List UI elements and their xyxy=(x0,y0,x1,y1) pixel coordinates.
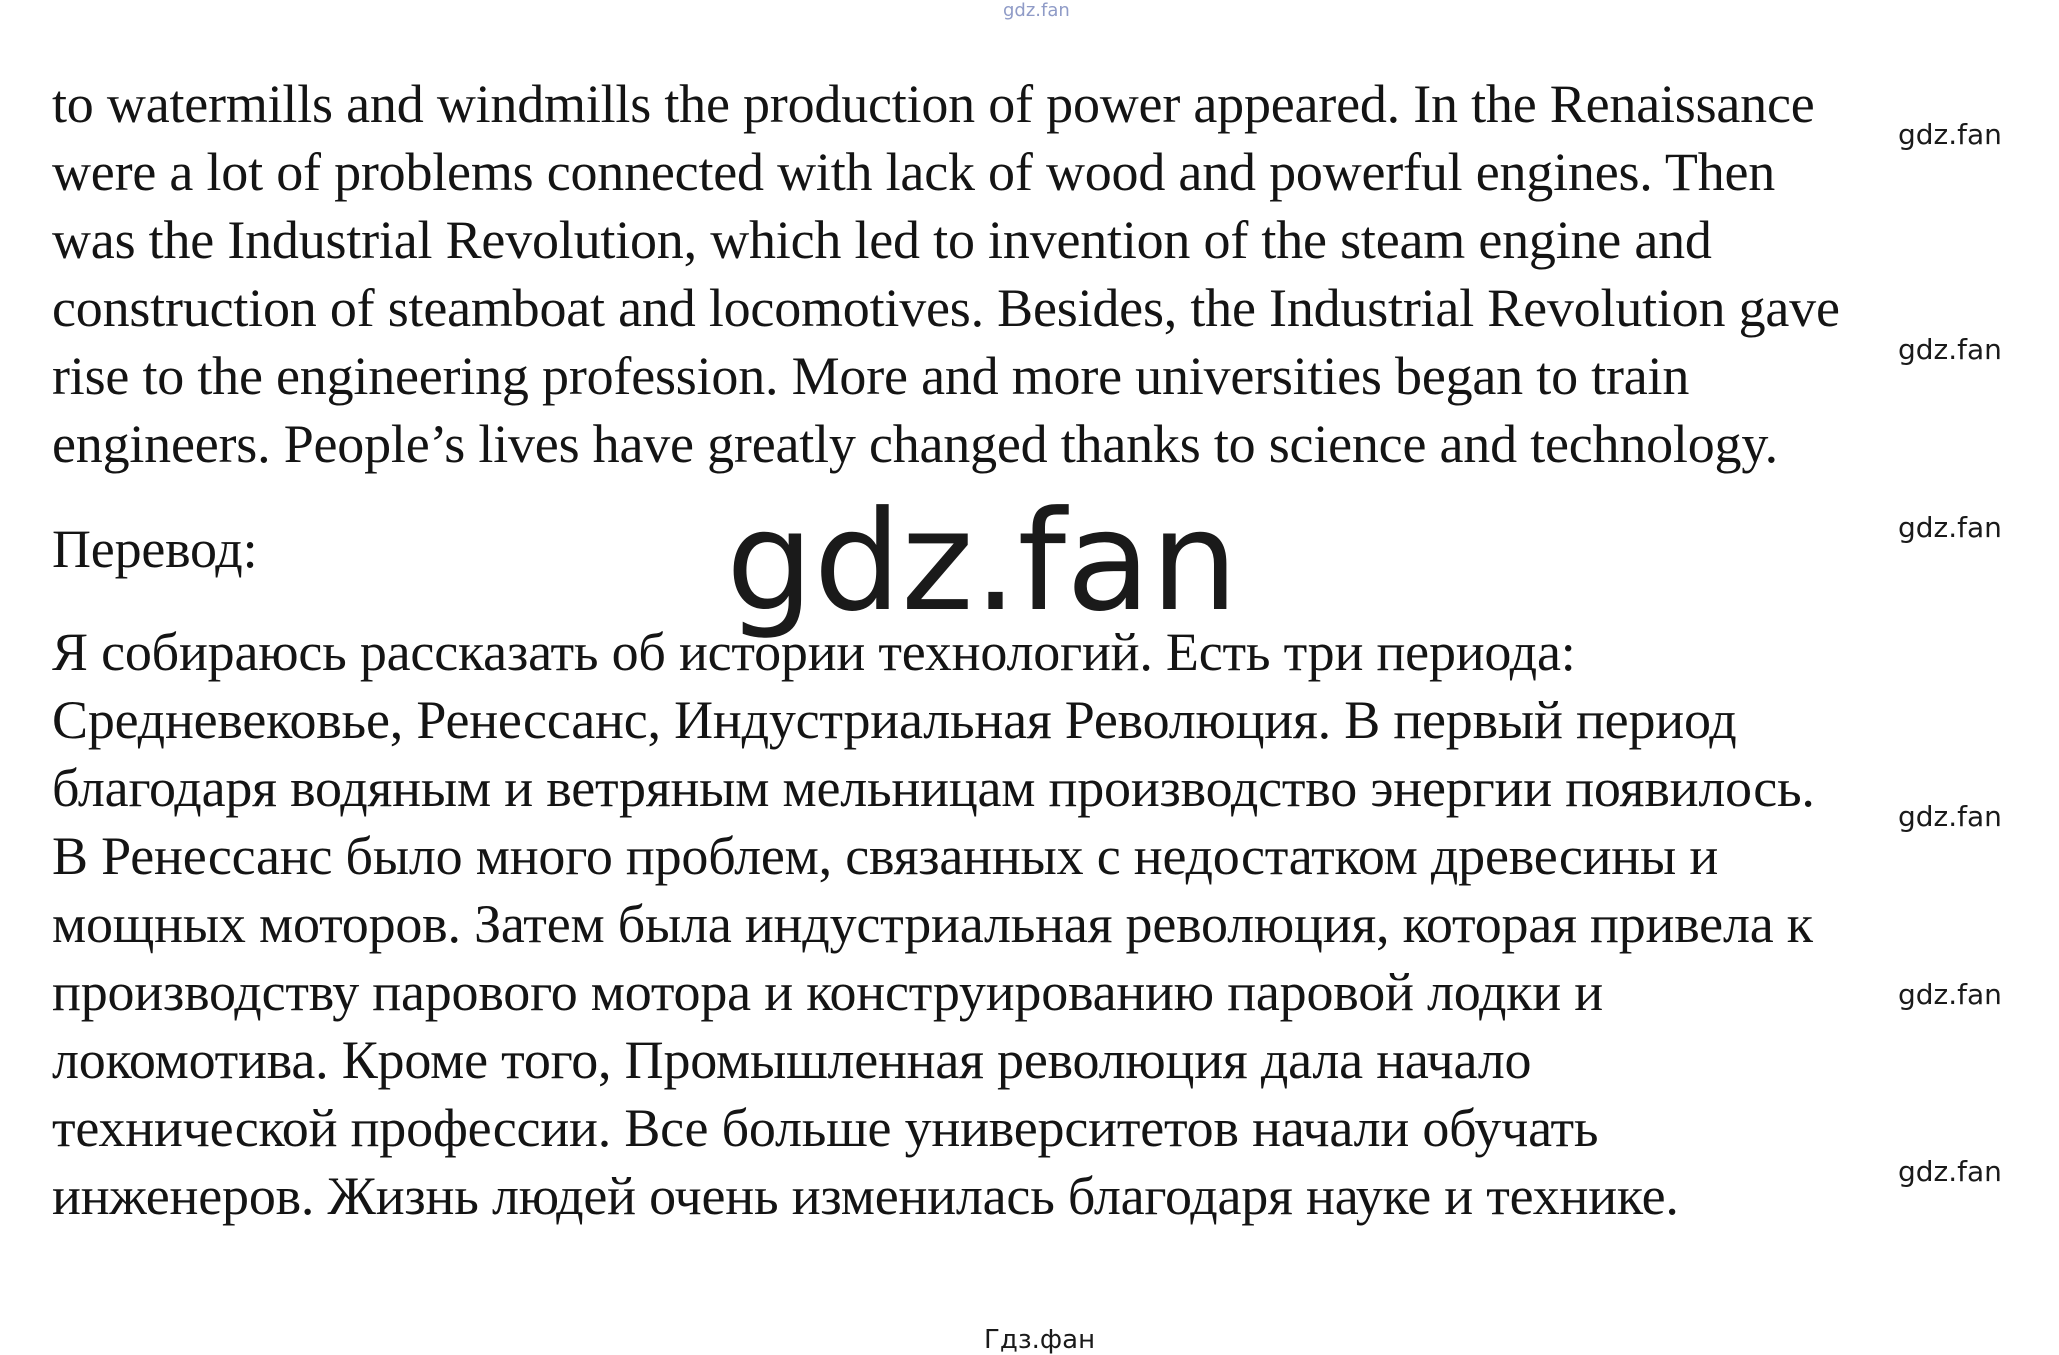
watermark-side: gdz.fan xyxy=(1898,118,2002,151)
watermark-bottom: Гдз.фан xyxy=(984,1325,1096,1355)
text-line: производству парового мотора и конструированию паровой лодки и xyxy=(52,962,1603,1022)
text-line: локомотива. Кроме того, Промышленная революция дала начало xyxy=(52,1030,1532,1090)
watermark-large: gdz.fan xyxy=(726,481,1239,642)
text-line: В Ренессанс было много проблем, связанных с недостатком древесины и xyxy=(52,826,1719,886)
text-line: технической профессии. Все больше университетов начали обучать xyxy=(52,1098,1599,1158)
watermark-side: gdz.fan xyxy=(1898,511,2002,544)
text-line: to watermills and windmills the production of power appeared. In the Renaissance xyxy=(52,74,1815,134)
text-line: мощных моторов. Затем была индустриальная революция, которая привела к xyxy=(52,894,1813,954)
text-line: инженеров. Жизнь людей очень изменилась благодаря науке и технике. xyxy=(52,1166,1679,1226)
heading-text: Перевод: xyxy=(52,519,258,579)
translation-heading xyxy=(52,515,257,583)
watermark-side: gdz.fan xyxy=(1898,333,2002,366)
text-line: Я собираюсь рассказать об истории технологий. Есть три периода: xyxy=(52,622,1576,682)
watermark-top: gdz.fan xyxy=(1003,0,1070,21)
text-line: Средневековье, Ренессанс, Индустриальная Революция. В первый период xyxy=(52,690,1737,750)
text-line: rise to the engineering profession. More and more universities began to train xyxy=(52,346,1690,406)
text-line: engineers. People’s lives have greatly changed thanks to science and technology. xyxy=(52,414,1778,474)
watermark-side: gdz.fan xyxy=(1898,978,2002,1011)
watermark-side: gdz.fan xyxy=(1898,1155,2002,1188)
watermark-side: gdz.fan xyxy=(1898,800,2002,833)
text-line: construction of steamboat and locomotives. Besides, the Industrial Revolution gave xyxy=(52,278,1840,338)
text-line: were a lot of problems connected with lack of wood and powerful engines. Then xyxy=(52,142,1776,202)
text-line: благодаря водяным и ветряным мельницам производство энергии появилось. xyxy=(52,758,1815,818)
russian-paragraph xyxy=(52,618,1815,1230)
text-line: was the Industrial Revolution, which led to invention of the steam engine and xyxy=(52,210,1712,270)
english-paragraph xyxy=(52,70,1840,478)
